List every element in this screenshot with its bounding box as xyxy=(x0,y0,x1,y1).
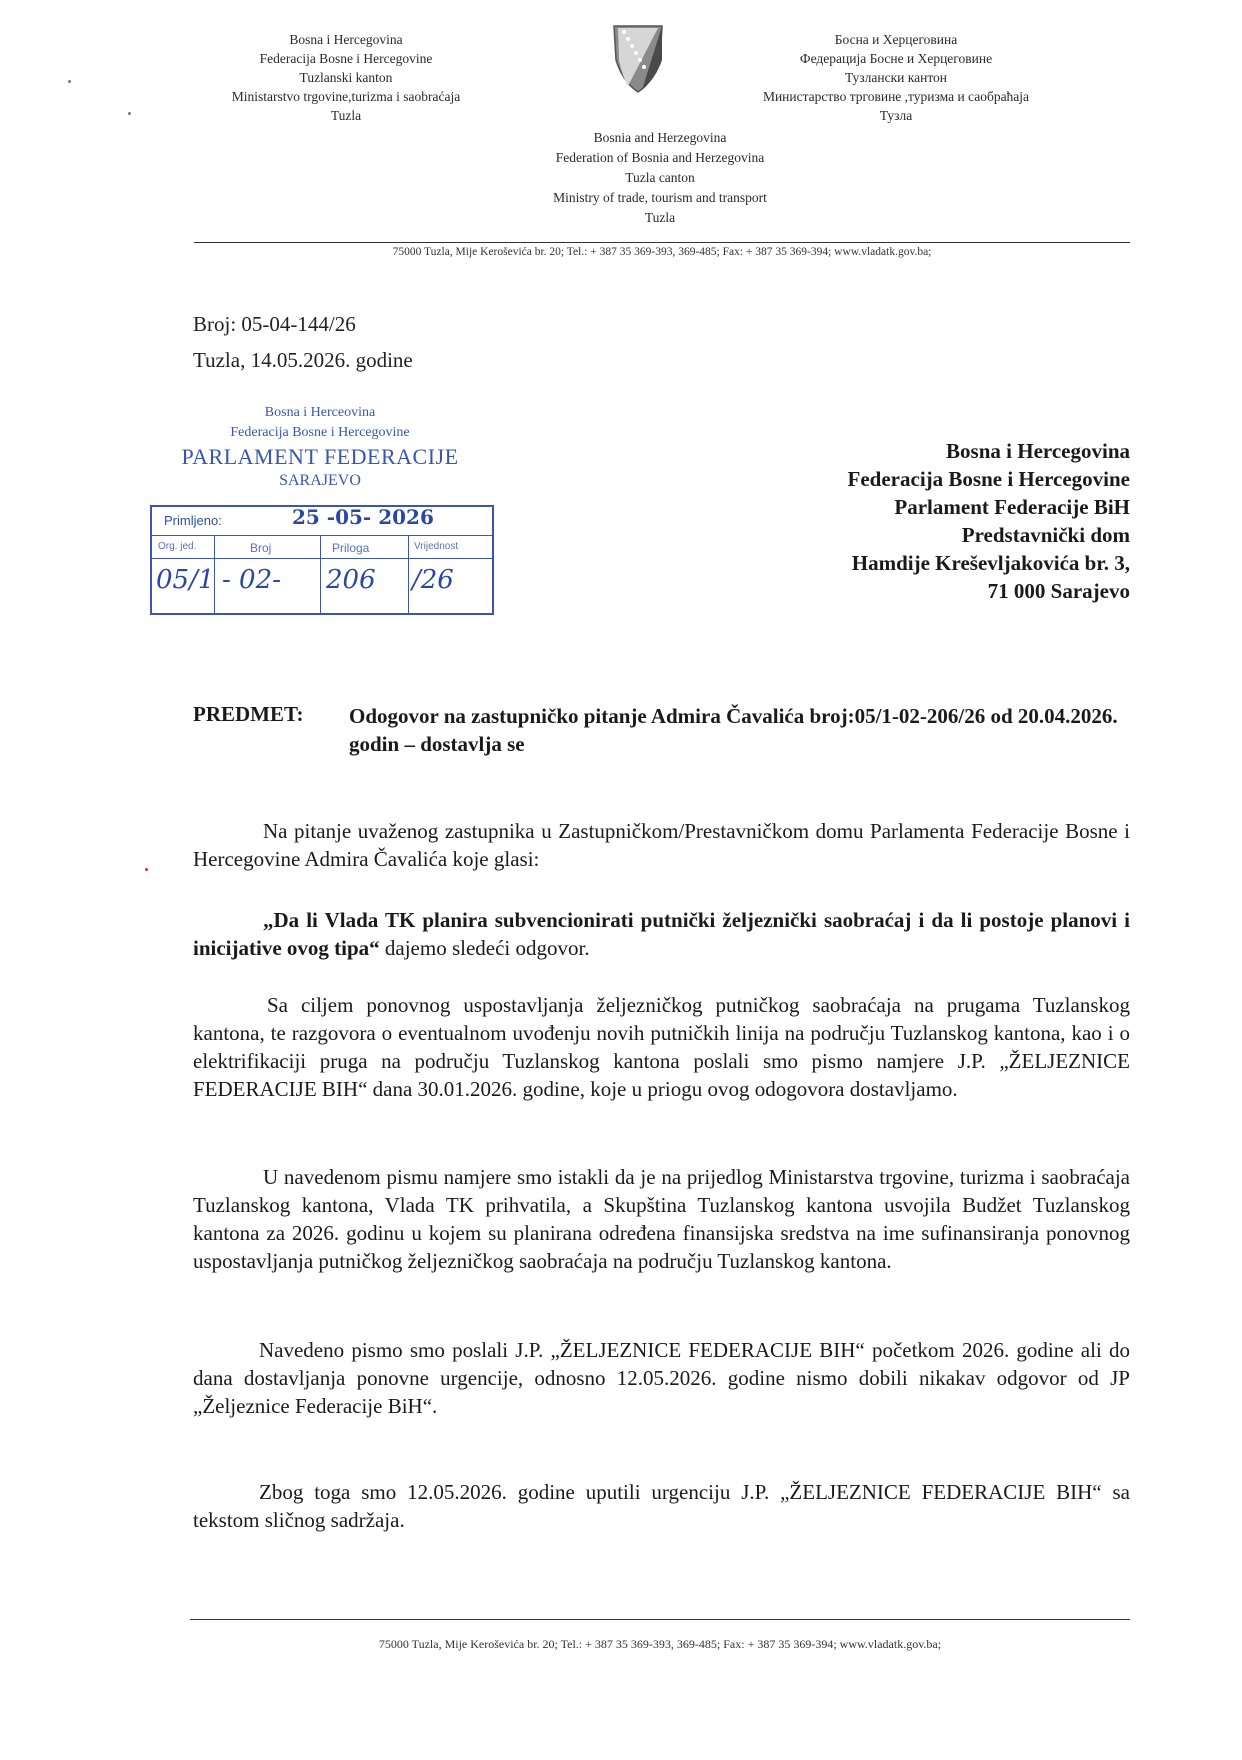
header-contact: 75000 Tuzla, Mije Keroševića br. 20; Tel.: + 387 35 369-393, 369-485; Fax: + 387 35 369-394; www.vladatk.gov.ba; xyxy=(392,246,932,258)
header-center-line: Federation of Bosnia and Herzegovina xyxy=(555,150,765,165)
body-question xyxy=(193,906,1130,962)
body-paragraph-3: Navedeno pismo smo poslali J.P. „ŽELJEZNICE FEDERACIJE BIH“ početkom 2026. godine ali do dana dostavljanja ponovne urgencije, odnosno 12.05.2026. godine nismo dobili nikakav odgovor od JP „Željeznice Federacije BiH“. xyxy=(193,1338,1130,1418)
header-center-line: Bosnia and Herzegovina xyxy=(593,130,727,145)
recipient-line: Federacija Bosne i Hercegovine xyxy=(847,467,1130,491)
header-left-block xyxy=(196,30,496,125)
stamp-received-label: Primljeno: xyxy=(164,513,222,528)
header-right-line: Министарство трговине ,туризма и саобраћаја xyxy=(762,89,1030,104)
stamp-line2: Federacija Bosne i Hercegovine xyxy=(230,425,410,440)
header-center-line: Tuzla canton xyxy=(625,170,695,185)
question-quote: „Da li Vlada TK planira subvencionirati putnički željeznički saobraćaj i da li postoje planovi i inicijative ovog tipa“ xyxy=(193,908,1130,960)
footer-contact: 75000 Tuzla, Mije Keroševića br. 20; Tel.: + 387 35 369-393, 369-485; Fax: + 387 35 369-394; www.vladatk.gov.ba; xyxy=(378,1637,942,1651)
header-left-line: Tuzla xyxy=(330,108,362,123)
header-right-line: Тузлански кантон xyxy=(844,70,948,85)
header-right-line: Тузла xyxy=(879,108,913,123)
stamp-col-priloga: Priloga xyxy=(332,541,370,555)
recipient-line: Bosna i Hercegovina xyxy=(946,439,1130,463)
recipient-line: Hamdije Kreševljakovića br. 3, xyxy=(851,551,1130,575)
footer-rule xyxy=(190,1619,1130,1620)
stamp-col-org: Org. jed. xyxy=(158,541,197,552)
stamp-hand-vrijednost: /26 xyxy=(412,565,454,595)
place-date: Tuzla, 14.05.2026. godine xyxy=(193,348,413,372)
header-left-line: Tuzlanski kanton xyxy=(299,70,393,85)
header-rule xyxy=(194,242,1130,243)
stamp-divider xyxy=(408,536,409,613)
stamp-line1: Bosna i Herceovina xyxy=(264,405,376,420)
scan-speck xyxy=(68,80,71,83)
header-right-line: Федерација Босне и Херцеговине xyxy=(799,51,993,66)
body-paragraph-4: Zbog toga smo 12.05.2026. godine uputili urgenciju J.P. „ŽELJEZNICE FEDERACIJE BIH“ sa tekstom sličnog sadržaja. xyxy=(193,1480,1130,1532)
stamp-city: SARAJEVO xyxy=(279,472,361,489)
receipt-stamp xyxy=(150,505,494,615)
stamp-received-row xyxy=(152,507,492,536)
recipient-address xyxy=(848,437,1130,605)
recipient-line: Parlament Federacije BiH xyxy=(894,495,1130,519)
coat-of-arms-icon xyxy=(608,20,668,96)
scan-speck xyxy=(128,112,131,115)
stamp-col-broj: Broj xyxy=(250,541,272,555)
body-paragraph-2: U navedenom pismu namjere smo istakli da je na prijedlog Ministarstva trgovine, turizma i saobraćaja Tuzlanskog kantona, Vlada TK prihvatila, a Skupština Tuzlanskog kantona usvojila Budžet Tuzlanskog kantona za 2026. godinu u kojem su planirana određena finansijska sredstva na ime sufinansiranja ponovnog uspostavljanja putničkog željezničkog saobraćaja na području Tuzlanskog kantona. xyxy=(193,1165,1130,1273)
recipient-line: Predstavnički dom xyxy=(961,523,1130,547)
stamp-col-vrijednost: Vrijednost xyxy=(414,541,459,552)
header-left-line: Federacija Bosne i Hercegovine xyxy=(259,51,433,66)
stamp-hand-org: 05/1 xyxy=(156,565,215,595)
document-number: Broj: 05-04-144/26 xyxy=(193,312,356,336)
header-center-line: Tuzla xyxy=(644,210,676,225)
body-paragraph-1: Sa ciljem ponovnog uspostavljanja željezničkog putničkog saobraćaja na prugama Tuzlanskog kantona, te razgovora o eventualnom uvođenju novih putničkih linija na području Tuzlanskog kantona, kao i o elektrifikaciji pruga na području Tuzlanskog kantona poslali smo pismo namjere J.P. „ŽELJEZNICE FEDERACIJE BIH“ dana 30.01.2026. godine, koje u priogu ovog odogovora dostavljamo. xyxy=(193,993,1130,1101)
header-center-block xyxy=(500,128,820,228)
stamp-header-row xyxy=(152,536,492,559)
stamp-received-date: 25 -05- 2026 xyxy=(292,505,434,529)
header-right-line: Босна и Херцеговина xyxy=(834,32,958,47)
recipient-line: 71 000 Sarajevo xyxy=(987,579,1130,603)
header-right-block xyxy=(746,30,1046,125)
question-tail: dajemo sledeći odgovor. xyxy=(379,936,590,960)
header-center-line: Ministry of trade, tourism and transport xyxy=(553,190,767,205)
subject-text: Odogovor na zastupničko pitanje Admira Čavalića broj:05/1-02-206/26 od 20.04.2026. godin – dostavlja se xyxy=(349,704,1118,756)
body-intro: Na pitanje uvaženog zastupnika u Zastupničkom/Prestavničkom domu Parlamenta Federacije Bosne i Hercegovine Admira Čavalića koje glasi: xyxy=(193,819,1130,871)
header-left-line: Bosna i Hercegovina xyxy=(289,32,403,47)
stamp-hand-broj: - 02- xyxy=(222,565,281,595)
scan-speck xyxy=(145,868,148,871)
stamp-title: PARLAMENT FEDERACIJE xyxy=(181,444,459,469)
subject-label: PREDMET: xyxy=(193,702,304,726)
stamp-divider xyxy=(320,536,321,613)
header-left-line: Ministarstvo trgovine,turizma i saobraćaja xyxy=(231,89,461,104)
stamp-hand-priloga: 206 xyxy=(326,565,376,595)
